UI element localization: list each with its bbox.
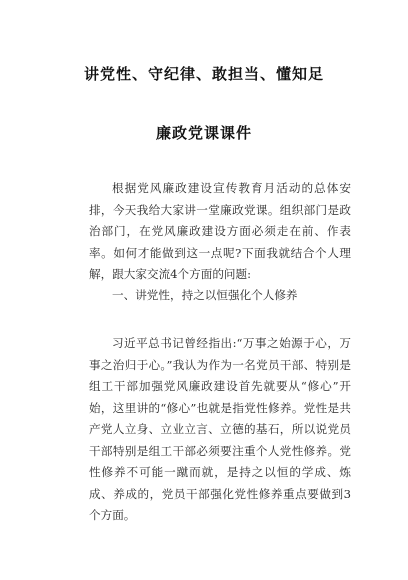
document-subtitle: 廉政党课课件 xyxy=(155,124,252,142)
body-paragraph: 习近平总书记曾经指出:“万事之始源于心，万事之治归于心。”我认为作为一名党员干部、特别是组工干部加强党风廉政建设首先就要从“修心”开始，这里讲的“修心”也就是指党性修养。党性是共产党人立身、立业立言、立德的基石，所以说党员干部特别是组工干部必须要注重个人党性修养。党性修养不可能一蹴而就，是持之以恒的学成、炼成、养成的，党员干部强化党性修养重点要做到3个方面。 xyxy=(89,336,351,522)
section-heading: 一、讲党性，持之以恒强化个人修养 xyxy=(112,288,298,302)
intro-paragraph: 根据党风廉政建设宣传教育月活动的总体安排，今天我给大家讲一堂廉政党课。组织部门是政治部门，在党风廉政建设方面必须走在前、作表率。如何才能做到这一点呢?下面我就结合个人理解，跟大家交流4个方面的问题: xyxy=(89,181,351,281)
document-title: 讲党性、守纪律、敢担当、懂知足 xyxy=(83,65,324,83)
